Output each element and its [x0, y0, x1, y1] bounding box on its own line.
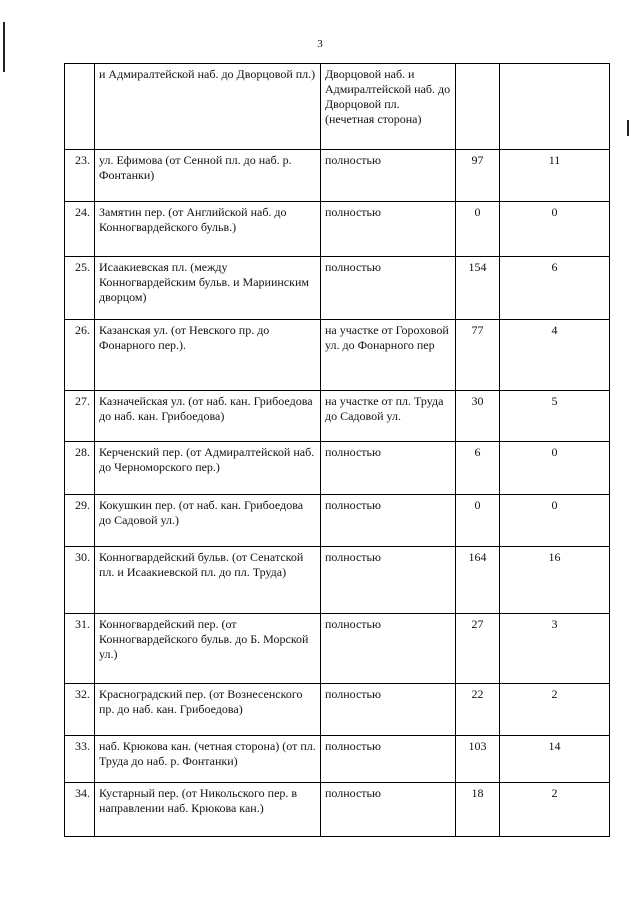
street-extent: полностью [321, 202, 456, 257]
street-extent: полностью [321, 442, 456, 495]
street-table [64, 63, 610, 837]
row-number: 28. [65, 442, 95, 495]
table-row [65, 684, 610, 736]
street-extent: полностью [321, 783, 456, 837]
table-row [65, 442, 610, 495]
street-extent: полностью [321, 684, 456, 736]
scan-edge-mark [627, 120, 629, 136]
street-name: Конногвардейский бульв. (от Сенатской пл. и Исаакиевской пл. до пл. Труда) [95, 547, 321, 614]
table-row [65, 783, 610, 837]
street-extent: Дворцовой наб. и Адмиралтейской наб. до Дворцовой пл. (нечетная сторона) [321, 64, 456, 150]
row-number: 32. [65, 684, 95, 736]
row-number: 33. [65, 736, 95, 783]
row-number: 24. [65, 202, 95, 257]
value-b: 6 [500, 257, 610, 320]
row-number: 25. [65, 257, 95, 320]
value-a: 154 [456, 257, 500, 320]
table-row [65, 202, 610, 257]
street-name: Исаакиевская пл. (между Конногвардейским бульв. и Мариинским дворцом) [95, 257, 321, 320]
street-name: Казанская ул. (от Невского пр. до Фонарного пер.). [95, 320, 321, 391]
value-b: 2 [500, 783, 610, 837]
street-name: Конногвардейский пер. (от Конногвардейского бульв. до Б. Морской ул.) [95, 614, 321, 684]
row-number: 30. [65, 547, 95, 614]
table-row [65, 547, 610, 614]
street-name: Кустарный пер. (от Никольского пер. в направлении наб. Крюкова кан.) [95, 783, 321, 837]
value-a [456, 64, 500, 150]
value-a: 164 [456, 547, 500, 614]
row-number: 23. [65, 150, 95, 202]
street-name: Замятин пер. (от Английской наб. до Конногвардейского бульв.) [95, 202, 321, 257]
value-b: 11 [500, 150, 610, 202]
table-row [65, 391, 610, 442]
value-b: 0 [500, 442, 610, 495]
street-name: Кокушкин пер. (от наб. кан. Грибоедова до Садовой ул.) [95, 495, 321, 547]
value-a: 30 [456, 391, 500, 442]
value-b: 0 [500, 495, 610, 547]
street-name: и Адмиралтейской наб. до Дворцовой пл.) [95, 64, 321, 150]
value-b: 5 [500, 391, 610, 442]
row-number: 31. [65, 614, 95, 684]
page-number: 3 [317, 38, 323, 50]
scan-edge-mark [3, 22, 5, 72]
value-b: 3 [500, 614, 610, 684]
value-a: 6 [456, 442, 500, 495]
value-a: 22 [456, 684, 500, 736]
value-b: 16 [500, 547, 610, 614]
value-a: 97 [456, 150, 500, 202]
row-number: 27. [65, 391, 95, 442]
value-b: 0 [500, 202, 610, 257]
street-name: наб. Крюкова кан. (четная сторона) (от пл. Труда до наб. р. Фонтанки) [95, 736, 321, 783]
value-a: 0 [456, 202, 500, 257]
table-row [65, 736, 610, 783]
value-a: 0 [456, 495, 500, 547]
street-extent: полностью [321, 150, 456, 202]
row-number [65, 64, 95, 150]
row-number: 29. [65, 495, 95, 547]
value-a: 27 [456, 614, 500, 684]
table-row [65, 614, 610, 684]
street-extent: полностью [321, 614, 456, 684]
street-extent: полностью [321, 257, 456, 320]
table-row [65, 495, 610, 547]
street-name: Керченский пер. (от Адмиралтейской наб. до Черноморского пер.) [95, 442, 321, 495]
value-b [500, 64, 610, 150]
street-extent: полностью [321, 547, 456, 614]
table-row [65, 150, 610, 202]
table-row [65, 64, 610, 150]
street-name: ул. Ефимова (от Сенной пл. до наб. р. Фонтанки) [95, 150, 321, 202]
street-extent: на участке от Гороховой ул. до Фонарного пер [321, 320, 456, 391]
street-extent: полностью [321, 736, 456, 783]
value-a: 18 [456, 783, 500, 837]
street-name: Красноградский пер. (от Вознесенского пр. до наб. кан. Грибоедова) [95, 684, 321, 736]
row-number: 26. [65, 320, 95, 391]
table-row [65, 257, 610, 320]
value-b: 4 [500, 320, 610, 391]
value-a: 77 [456, 320, 500, 391]
value-b: 14 [500, 736, 610, 783]
street-extent: на участке от пл. Труда до Садовой ул. [321, 391, 456, 442]
table-row [65, 320, 610, 391]
value-a: 103 [456, 736, 500, 783]
street-extent: полностью [321, 495, 456, 547]
row-number: 34. [65, 783, 95, 837]
street-name: Казначейская ул. (от наб. кан. Грибоедова до наб. кан. Грибоедова) [95, 391, 321, 442]
value-b: 2 [500, 684, 610, 736]
